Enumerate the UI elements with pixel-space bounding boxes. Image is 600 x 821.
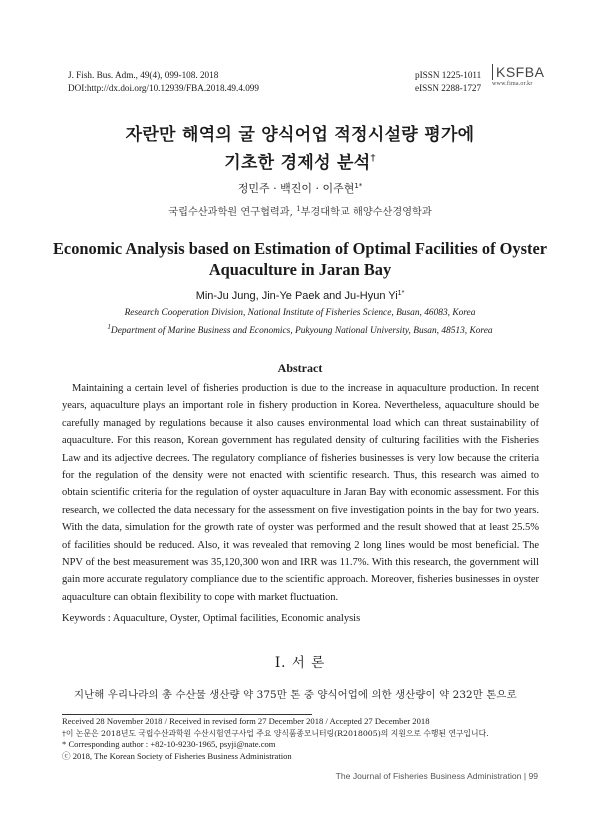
dagger-mark: † [370,153,376,164]
korean-title-line2: 기초한 경제성 분석† [224,153,376,173]
author-mark: 1* [354,182,363,190]
corresponding-author: * Corresponding author : +82-10-9230-1965, psyji@nate.com [62,739,276,750]
korean-title [60,123,540,175]
eissn: eISSN 2288-1727 [415,83,482,93]
english-affiliation [0,307,600,338]
intro-first-line: 지난해 우리나라의 총 수산물 생산량 약 375만 톤 중 양식어업에 의한 생산량이 약 232만 톤으로 [74,689,517,701]
copyright: ⓒ 2018, The Korean Society of Fisheries Business Administration [62,750,292,761]
abstract-heading: Abstract [277,361,323,375]
section-heading: Ⅰ. 서 론 [274,655,326,671]
doi-link[interactable]: DOI:http://dx.doi.org/10.12939/FBA.2018.49.4.099 [68,83,259,93]
english-title-line2: Aquaculture in Jaran Bay [208,260,392,279]
logo-text: KSFBA [492,64,538,80]
keywords: Keywords : Aquaculture, Oyster, Optimal facilities, Economic analysis [62,613,361,624]
affiliation-1: Research Cooperation Division, National Institute of Fisheries Science, Busan, 46083, Korea [124,308,476,318]
page-footer: The Journal of Fisheries Business Administration | 99 [335,771,538,781]
korean-affiliation: 국립수산과학원 연구협력과, $^1$부경대학교 해양수산경영학과 [168,205,432,218]
abstract-body: Maintaining a certain level of fisheries production is due to the increase in aquaculture production. In recent years, aquaculture plays an important role in fishery production in Korea. Nevertheless, aquaculture should be carefully managed by regulations because it also causes environmental load which can threat sustainability of aquaculture. For this reason, Korean government has regulated density of culturing facilities with the Fisheries Law and its adjective decrees. The regulatory compliance of fisheries businesses is very low because the criteria for the regulation of the density were not enacted with scientific research. Thus, this research was aimed to obtain scientific criteria for the regulation of oyster aquaculture in Jaran Bay with economic assessment. For this research, we collected the data necessary for the assessment on five investigation points in the bay for two years. With the data, simulation for the growth rate of oyster was performed and the result showed that at least 25.5% of facilities should be reduced. Also, it was revealed that removing 2 long lines would be most beneficial. The NPV of the best measurement was 35,120,300 won and IRR was 11.7%. With this research, the government will gain more accurate regulatory compliance due to the scientific approach. Moreover, fisheries businesses in oyster aquaculture can obtain flexibility to cope with market fluctuation. [62,383,539,603]
logo-url[interactable]: www.fima.or.kr [492,81,533,87]
received-dates: Received 28 November 2018 / Received in revised form 27 December 2018 / Accepted 27 December 2018 [62,716,430,726]
footnote-divider [62,714,312,715]
footnotes [62,716,489,762]
english-title [40,238,560,280]
issn-block [415,69,481,95]
english-authors: Min-Ju Jung, Jin-Ye Paek and Ju-Hyun $Yi^{1*}$ [195,290,405,302]
journal-citation [68,69,259,95]
korean-authors: 정민주 · 백진이 · 이주현$^{1*}$ [237,182,363,195]
affiliation-2: $^1$Department of Marine Business and Economics, Pukyoung National University, Busan, 48513, Korea [107,322,493,336]
korean-title-line1: 자란만 해역의 굴 양식어업 적정시설량 평가에 [125,125,475,145]
journal-volume-line: J. Fish. Bus. Adm., 49(4), 099-108. 2018 [68,70,219,80]
pissn: pISSN 1225-1011 [415,70,482,80]
english-title-line1: Economic Analysis based on Estimation of Optimal Facilities of Oyster [53,239,547,258]
funding-note: †이 논문은 2018년도 국립수산과학원 수산시험연구사업 주요 양식품종모니터링(R2018005)의 지원으로 수행된 연구입니다. [62,728,489,738]
society-logo [492,64,545,87]
